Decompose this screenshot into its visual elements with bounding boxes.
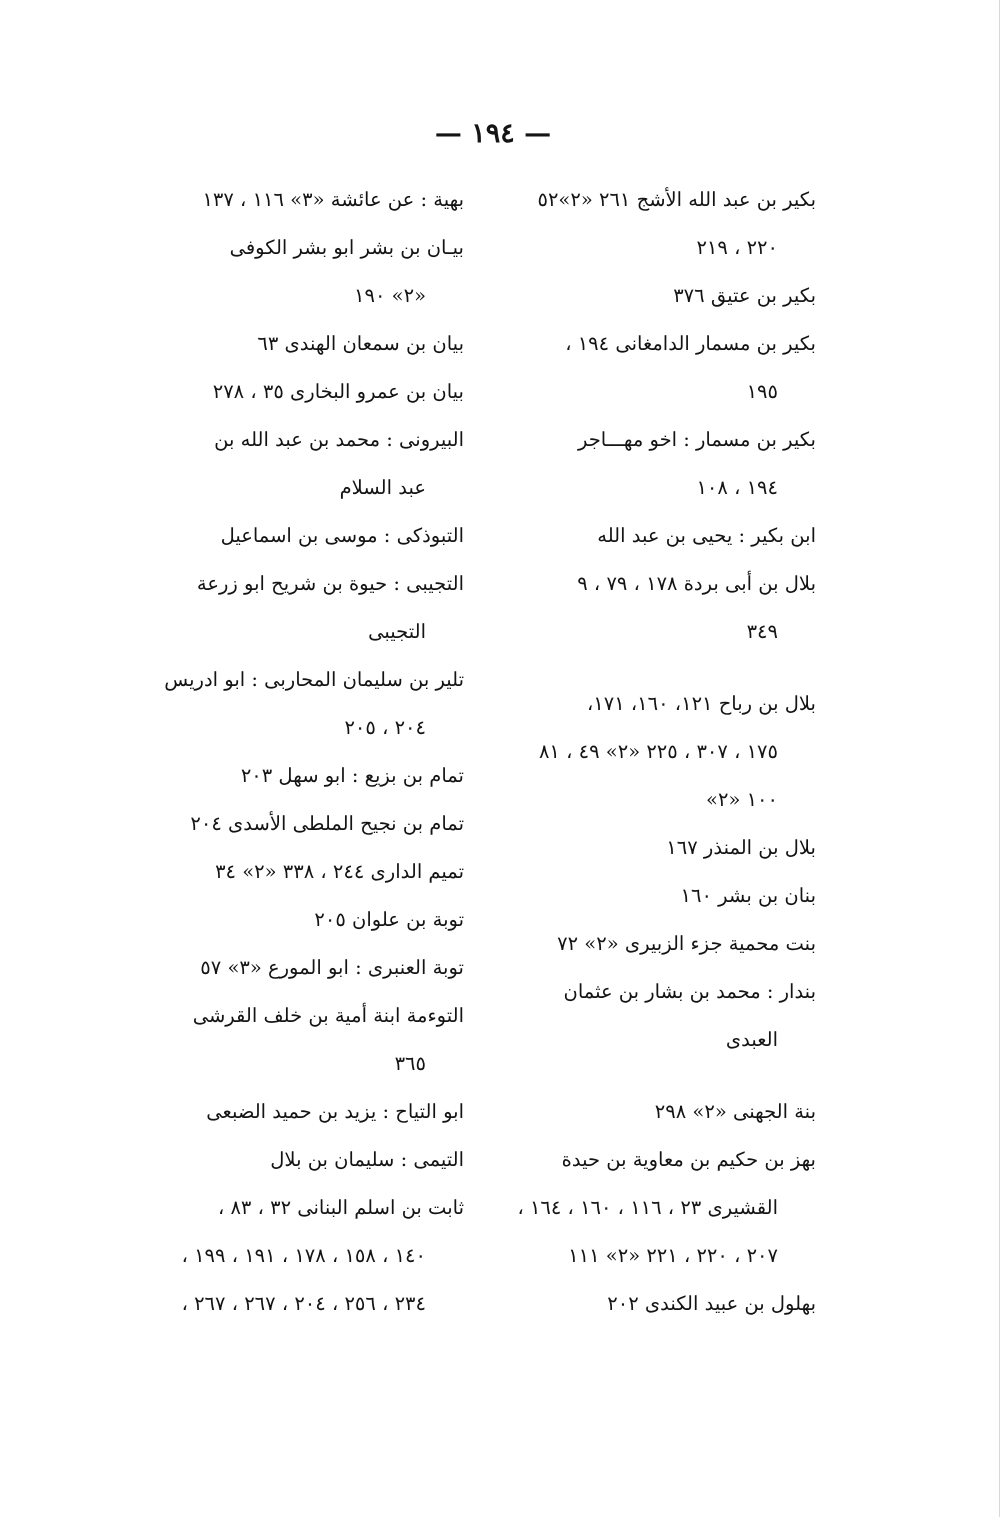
index-entry-line: ابو التياح : يزيد بن حميد الضبعى — [206, 1100, 464, 1123]
index-entry-line: التبوذكى : موسى بن اسماعيل — [220, 524, 464, 547]
index-entry-line: بهز بن حكيم بن معاوية بن حيدة — [561, 1148, 816, 1171]
index-entry-line: بيان بن سمعان الهندى ٦٣ — [257, 332, 464, 355]
index-entry-line: التجيبى : حيوة بن شريح ابو زرعة — [196, 572, 464, 595]
index-entry-line: «٢» ١٩٠ — [354, 284, 426, 307]
index-entry-line: بكير بن عبد الله الأشج ٢٦١ «٢»٥٢ — [537, 188, 816, 211]
line-spacer — [538, 1064, 838, 1088]
index-entry-line: التيمى : سليمان بن بلال — [270, 1148, 464, 1171]
index-entry-line: توبة بن علوان ٢٠٥ — [314, 908, 464, 931]
index-entry-line: بنان بن بشر ١٦٠ — [680, 884, 816, 907]
index-column-left — [166, 176, 486, 1328]
index-entry-line: عبد السلام — [339, 476, 426, 499]
index-entry-line: بكير بن عتيق ٣٧٦ — [673, 284, 816, 307]
index-column-right — [517, 176, 838, 1328]
index-entry-line: تلير بن سليمان المحاربى : ابو ادريس — [164, 668, 464, 691]
index-entry-line: ١٠٠ «٢» — [706, 788, 778, 811]
index-entry-line: ١٤٠ ، ١٥٨ ، ١٧٨ ، ١٩١ ، ١٩٩ ، — [181, 1244, 426, 1267]
index-entry-line: بلال بن رباح ١٢١، ١٦٠، ١٧١، — [586, 692, 816, 715]
index-entry-line: ثابت بن اسلم البنانى ٣٢ ، ٨٣ ، — [217, 1196, 464, 1219]
index-entry-line: بكير بن مسمار الدامغانى ١٩٤ ، — [565, 332, 816, 355]
index-entry-line: تميم الدارى ٢٤٤ ، ٣٣٨ «٢» ٣٤ — [215, 860, 464, 883]
index-entry-line: العبدى — [725, 1028, 778, 1051]
index-entry-line: بلال بن المنذر ١٦٧ — [666, 836, 816, 859]
index-entry-line: القشيرى ٢٣ ، ١١٦ ، ١٦٠ ، ١٦٤ ، — [517, 1196, 778, 1219]
index-entry-line: بندار : محمد بن بشار بن عثمان — [563, 980, 816, 1003]
index-entry-line: توبة العنبرى : ابو المورع «٣» ٥٧ — [200, 956, 464, 979]
index-entry-line: ٢٠٧ ، ٢٢٠ ، ٢٢١ «٢» ١١١ — [568, 1244, 778, 1267]
index-entry-line: ١٩٤ ، ١٠٨ — [696, 476, 778, 499]
index-entry-line: التوءمة ابنة أمية بن خلف القرشى — [192, 1004, 464, 1027]
page-number: — ١٩٤ — — [434, 118, 552, 149]
line-spacer — [538, 656, 838, 680]
index-entry-line: ٢٢٠ ، ٢١٩ — [696, 236, 778, 259]
index-entry-line: بلال بن أبى بردة ١٧٨ ، ٧٩ ، ٩ — [577, 572, 816, 595]
index-entry-line: ٢٣٤ ، ٢٥٦ ، ٢٠٤ ، ٢٦٧ ، ٢٦٧ ، — [181, 1292, 426, 1315]
index-entry-line: ٣٦٥ — [394, 1052, 426, 1075]
index-entry-line: بيان بن عمرو البخارى ٣٥ ، ٢٧٨ — [212, 380, 464, 403]
index-entry-line: بكير بن مسمار : اخو مهـــاجر — [577, 428, 816, 451]
index-entry-line: تمام بن نجيح الملطى الأسدى ٢٠٤ — [190, 812, 464, 835]
index-entry-line: بنت محمية جزء الزبيرى «٢» ٧٢ — [557, 932, 816, 955]
page-edge-line — [999, 0, 1000, 1517]
index-entry-line: بيـان بن بشر ابو بشر الكوفى — [229, 236, 464, 259]
index-entry-line: بهية : عن عائشة «٣» ١١٦ ، ١٣٧ — [202, 188, 464, 211]
index-entry-line: ١٩٥ — [746, 380, 778, 403]
index-entry-line: ١٧٥ ، ٣٠٧ ، ٢٢٥ «٢» ٤٩ ، ٨١ — [538, 740, 778, 763]
index-entry-line: ٢٠٤ ، ٢٠٥ — [344, 716, 426, 739]
index-entry-line: بهلول بن عبيد الكندى ٢٠٢ — [607, 1292, 816, 1315]
index-entry-line: ابن بكير : يحيى بن عبد الله — [597, 524, 816, 547]
index-entry-line: ٣٤٩ — [746, 620, 778, 643]
index-entry-line: بنة الجهنى «٢» ٢٩٨ — [654, 1100, 816, 1123]
index-entry-line: التجيبى — [368, 620, 426, 643]
index-entry-line: البيرونى : محمد بن عبد الله بن — [214, 428, 464, 451]
index-entry-line: تمام بن بزيع : ابو سهل ٢٠٣ — [240, 764, 464, 787]
